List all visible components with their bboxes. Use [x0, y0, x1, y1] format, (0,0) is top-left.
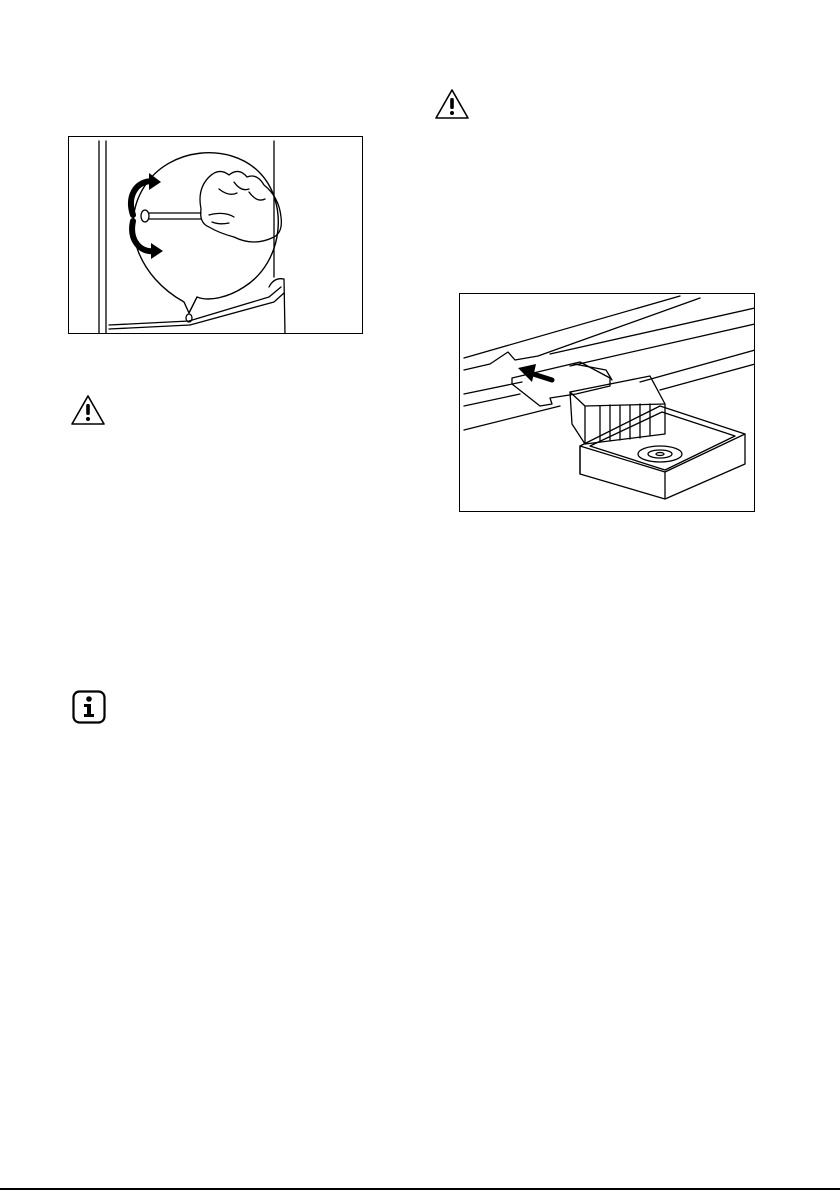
drain-cleaning-illustration — [68, 136, 363, 334]
page-bottom-rule — [0, 1188, 840, 1190]
warning-triangle-icon — [70, 394, 106, 426]
info-box-icon — [72, 690, 106, 724]
warning-triangle-icon — [434, 88, 470, 120]
drain-tray-illustration — [459, 293, 755, 512]
